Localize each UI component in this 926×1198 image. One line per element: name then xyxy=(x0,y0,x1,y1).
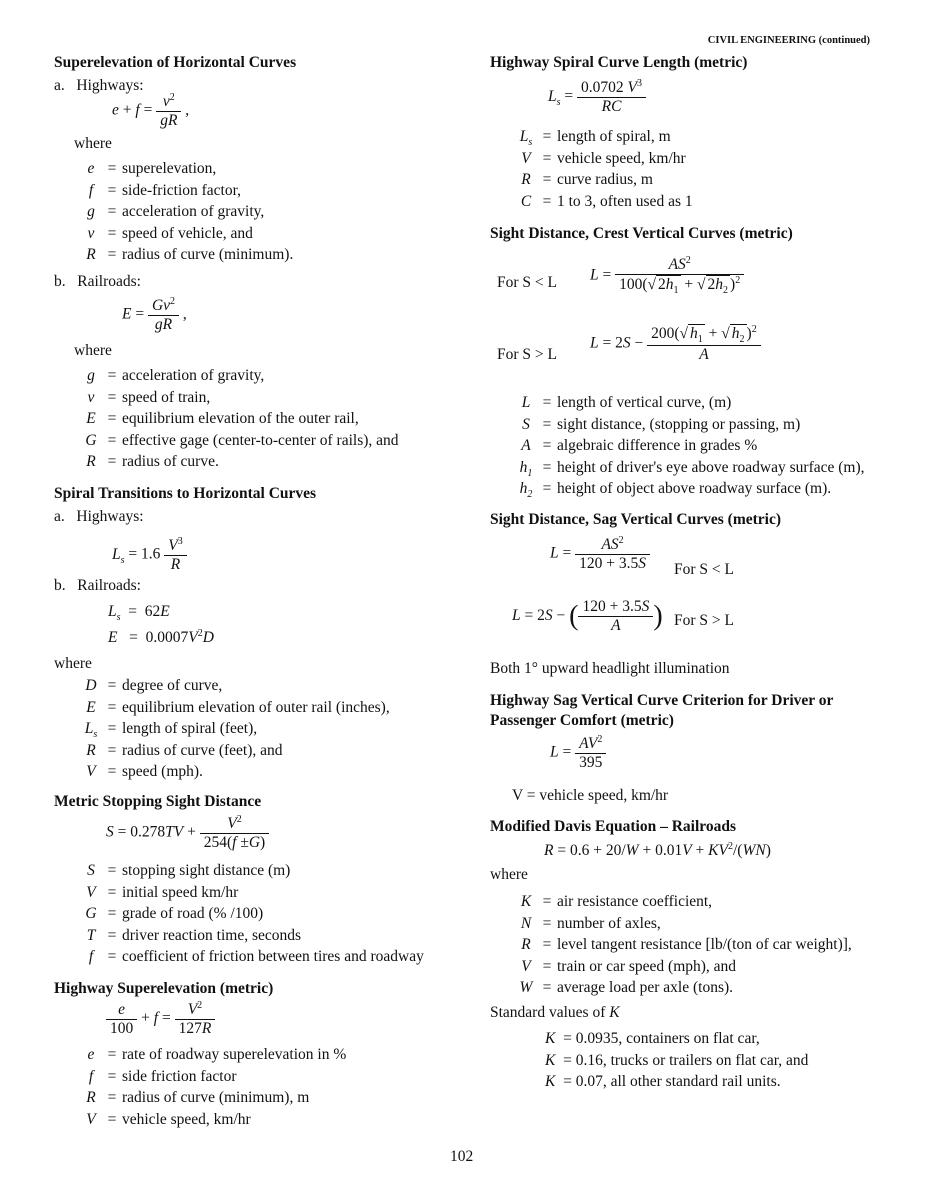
equals-sign: = xyxy=(107,453,117,470)
spiral-railroad-equation-1: $L_s = 62E$ xyxy=(108,603,170,624)
stopping-sight-equation: S = 0.278TV + $\frac{V^2}{254(f \pm G)}$ xyxy=(106,814,269,852)
definition-symbol: G xyxy=(85,431,97,449)
definition-symbol: L xyxy=(521,394,531,411)
equals-sign: = xyxy=(542,149,552,167)
comfort-title-line-1: Highway Sag Vertical Curve Criterion for Driver or xyxy=(490,692,834,709)
definition-text: rate of roadway superelevation in % xyxy=(122,1046,347,1063)
definition-text: length of vertical curve, (m) xyxy=(557,394,732,411)
definition-symbol: f xyxy=(88,948,94,965)
sag-equation-1: L = $\frac{AS^2}{120 + 3.5S}$ xyxy=(550,535,650,573)
definition-text: number of axles, xyxy=(557,914,661,932)
definition-symbol: f xyxy=(88,1067,94,1085)
definition-symbol: C xyxy=(520,192,532,210)
definition-symbol: e xyxy=(87,160,95,177)
definition-symbol: v xyxy=(87,224,95,242)
definition-symbol: A xyxy=(521,437,531,454)
definition-text: curve radius, m xyxy=(557,171,653,188)
definition-text: algebraic difference in grades % xyxy=(557,437,758,454)
davis-equation: $R = 0.6 + 20/W + 0.01V + KV^2/(WN)$ xyxy=(544,841,771,860)
definition-symbol: R xyxy=(86,741,96,759)
definition-symbol: E xyxy=(86,698,96,716)
definition-text: length of spiral, m xyxy=(557,128,671,145)
equals-sign: = xyxy=(542,171,552,188)
definition-symbol: R xyxy=(86,453,96,470)
definition-text: average load per axle (tons). xyxy=(557,979,734,996)
spiral-railroads-label: b. Railroads: xyxy=(54,577,141,594)
equals-sign: = xyxy=(107,1067,117,1085)
definition-symbol: e xyxy=(87,1046,95,1063)
definition-text: driver reaction time, seconds xyxy=(122,926,302,944)
definition-symbol: N xyxy=(520,914,532,932)
crest-case-2: For S > L xyxy=(497,346,557,363)
sag-title: Sight Distance, Sag Vertical Curves (metric) xyxy=(490,511,782,528)
equals-sign: = xyxy=(542,394,552,411)
crest-case-1: For S < L xyxy=(497,274,557,291)
equals-sign: = xyxy=(542,128,552,145)
definition-symbol: V xyxy=(521,149,531,167)
sag-case-1: For S < L xyxy=(674,561,734,578)
definition-text: acceleration of gravity, xyxy=(122,367,265,384)
railroad-superelevation-equation: E = $\frac{Gv^2}{gR}$ , xyxy=(122,296,187,334)
definition-text: initial speed km/hr xyxy=(122,883,239,901)
definition-text: sight distance, (stopping or passing, m) xyxy=(557,415,801,433)
equals-sign: = xyxy=(107,720,117,737)
equals-sign: = xyxy=(107,677,117,694)
definition-symbol: R xyxy=(86,246,96,263)
equals-sign: = xyxy=(542,893,552,910)
definition-text: coefficient of friction between tires and roadway xyxy=(122,948,424,965)
definition-text: side-friction factor, xyxy=(122,181,242,199)
definition-symbol: $L_s$ xyxy=(519,128,533,149)
equals-sign: = xyxy=(107,948,117,965)
definition-text: train or car speed (mph), and xyxy=(557,957,737,975)
definition-symbol: V xyxy=(521,957,531,975)
sag-case-2: For S > L xyxy=(674,612,734,629)
definition-text: acceleration of gravity, xyxy=(122,203,265,220)
superelevation-title: Superelevation of Horizontal Curves xyxy=(54,54,297,71)
definition-symbol: D xyxy=(85,677,97,694)
equals-sign: = xyxy=(542,914,552,932)
definition-text: superelevation, xyxy=(122,160,217,177)
definition-symbol: f xyxy=(88,181,94,199)
comfort-title-line-2: Passenger Comfort (metric) xyxy=(490,712,674,729)
equals-sign: = xyxy=(542,936,552,953)
definition-symbol: W xyxy=(519,979,533,996)
where-label-2: where xyxy=(74,342,112,359)
equals-sign: = xyxy=(107,224,117,242)
equals-sign: = xyxy=(542,437,552,454)
spiral-highways-label: a. Highways: xyxy=(54,508,144,525)
spiral-length-equation: $L_s$ = $\frac{0.0702 V^3}{RC}$ xyxy=(548,78,646,116)
definition-text: side friction factor xyxy=(122,1067,237,1085)
definition-text: radius of curve (feet), and xyxy=(122,741,283,759)
standard-values-label: Standard values of K xyxy=(490,1004,620,1021)
definition-symbol: S xyxy=(522,415,530,433)
equals-sign: = xyxy=(107,1089,117,1106)
equals-sign: = xyxy=(107,367,117,384)
definition-text: length of spiral (feet), xyxy=(122,720,258,737)
davis-title: Modified Davis Equation – Railroads xyxy=(490,818,737,835)
equals-sign: = xyxy=(107,926,117,944)
equals-sign: = xyxy=(107,741,117,759)
definition-text: radius of curve (minimum), m xyxy=(122,1089,310,1106)
equals-sign: = xyxy=(107,883,117,901)
equals-sign: = xyxy=(542,979,552,996)
standard-k-value: K = 0.0935, containers on flat car, xyxy=(545,1030,760,1047)
crest-equation-2: L = 2S − $\frac{200(√ h_1 + √ h_2 )^2}{A}$ xyxy=(590,324,761,364)
definition-symbol: V xyxy=(86,883,96,901)
spiral-where-label: where xyxy=(54,655,92,672)
spiral-length-title: Highway Spiral Curve Length (metric) xyxy=(490,54,748,71)
where-label: where xyxy=(74,135,112,152)
highway-superelevation-metric-equation: $\frac{e}{100}$ + f = $\frac{V^2}{127R}$ xyxy=(106,1000,215,1038)
highway-superelevation-metric-title: Highway Superelevation (metric) xyxy=(54,980,274,997)
equals-sign: = xyxy=(107,410,117,427)
definition-text: radius of curve (minimum). xyxy=(122,246,294,263)
standard-k-value: K = 0.16, trucks or trailers on flat car, and xyxy=(545,1051,809,1069)
page-number: 102 xyxy=(450,1148,474,1165)
davis-where: where xyxy=(490,866,528,883)
spiral-railroad-equation-2: $E = 0.0007V^2D$ xyxy=(108,628,214,647)
equals-sign: = xyxy=(107,763,117,780)
equals-sign: = xyxy=(107,1046,117,1063)
equals-sign: = xyxy=(107,246,117,263)
equals-sign: = xyxy=(542,192,552,210)
definition-symbol: R xyxy=(521,936,531,953)
railroads-label: b. Railroads: xyxy=(54,273,141,290)
definition-text: vehicle speed, km/hr xyxy=(122,1110,251,1128)
equals-sign: = xyxy=(107,431,117,449)
equals-sign: = xyxy=(542,480,552,497)
spiral-highway-equation: $L_s = 1.6$ $\frac{V^3}{R}$ xyxy=(112,536,187,574)
comfort-equation: L = $\frac{AV^2}{395}$ xyxy=(550,734,606,772)
sag-note: Both 1° upward headlight illumination xyxy=(490,660,730,677)
equals-sign: = xyxy=(107,181,117,199)
definition-text: effective gage (center-to-center of rails), and xyxy=(122,431,399,449)
stopping-sight-title: Metric Stopping Sight Distance xyxy=(54,793,262,810)
definition-symbol: K xyxy=(520,893,532,910)
definition-text: vehicle speed, km/hr xyxy=(557,149,686,167)
highways-label: a. Highways: xyxy=(54,77,144,94)
definition-text: 1 to 3, often used as 1 xyxy=(557,192,693,210)
definition-text: equilibrium elevation of the outer rail, xyxy=(122,410,359,427)
equals-sign: = xyxy=(542,415,552,433)
equals-sign: = xyxy=(107,698,117,716)
definition-symbol: E xyxy=(86,410,96,427)
definition-symbol: V xyxy=(86,763,96,780)
definition-text: degree of curve, xyxy=(122,677,223,694)
equals-sign: = xyxy=(107,203,117,220)
definition-symbol: $h_1$ xyxy=(519,458,533,479)
definition-symbol: R xyxy=(521,171,531,188)
definition-symbol: g xyxy=(87,367,95,384)
definition-symbol: T xyxy=(86,926,96,944)
definition-text: stopping sight distance (m) xyxy=(122,862,291,879)
sag-equation-2: L = 2S − ( $\frac{120 + 3.5S}{A}$ ) xyxy=(512,598,663,634)
equals-sign: = xyxy=(107,1110,117,1128)
definition-text: speed of train, xyxy=(122,388,211,406)
standard-k-value: K = 0.07, all other standard rail units. xyxy=(545,1073,781,1090)
definition-symbol: g xyxy=(87,203,95,220)
equals-sign: = xyxy=(107,388,117,406)
definition-text: air resistance coefficient, xyxy=(557,893,713,910)
equals-sign: = xyxy=(107,905,117,922)
definition-text: grade of road (% /100) xyxy=(122,905,264,922)
equals-sign: = xyxy=(107,862,117,879)
comfort-v-note: V = vehicle speed, km/hr xyxy=(512,787,669,804)
definition-text: equilibrium elevation of outer rail (inches), xyxy=(122,698,390,716)
definition-text: speed (mph). xyxy=(122,763,203,780)
definition-symbol: v xyxy=(87,388,95,406)
definition-text: radius of curve. xyxy=(122,453,219,470)
definition-text: height of object above roadway surface (m). xyxy=(557,480,832,497)
definition-symbol: $L_s$ xyxy=(84,720,98,741)
highway-superelevation-equation: e + f = $\frac{v^2}{gR}$ , xyxy=(112,92,190,130)
crest-title: Sight Distance, Crest Vertical Curves (metric) xyxy=(490,225,793,242)
crest-equation-1: L = $\frac{AS^2}{100(√ 2h_1 + √ 2h_2 )^2}$ xyxy=(590,255,744,296)
definition-text: height of driver's eye above roadway surface (m), xyxy=(557,458,865,476)
spiral-transitions-title: Spiral Transitions to Horizontal Curves xyxy=(54,485,317,502)
definition-symbol: R xyxy=(86,1089,96,1106)
definition-symbol: $h_2$ xyxy=(519,480,533,501)
page-header: CIVIL ENGINEERING (continued) xyxy=(707,35,870,46)
definition-text: speed of vehicle, and xyxy=(122,224,253,242)
definition-symbol: S xyxy=(87,862,95,879)
definition-symbol: G xyxy=(85,905,97,922)
equals-sign: = xyxy=(542,458,552,476)
definition-symbol: V xyxy=(86,1110,96,1128)
equals-sign: = xyxy=(107,160,117,177)
equals-sign: = xyxy=(542,957,552,975)
definition-text: level tangent resistance [lb/(ton of car weight)], xyxy=(557,936,852,953)
